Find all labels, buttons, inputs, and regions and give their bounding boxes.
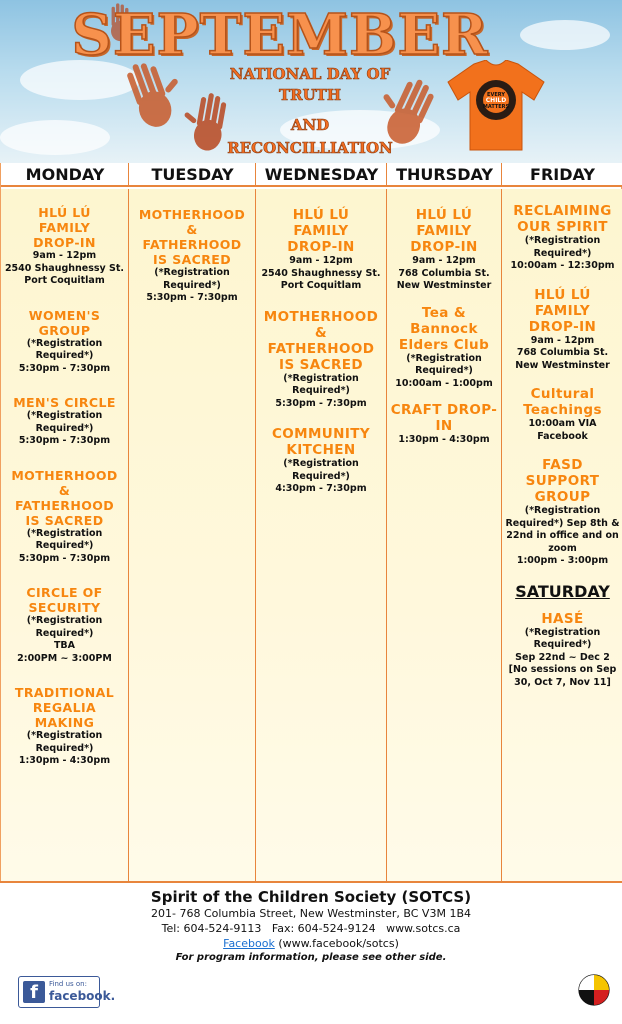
program-detail: zoom	[548, 542, 577, 554]
program-detail: (*Registration	[26, 527, 103, 539]
program-detail: Required*) Sep 8th &	[505, 517, 620, 529]
day-saturday: SATURDAY	[515, 581, 610, 601]
program-title: Tea & Bannock	[410, 304, 478, 337]
program-detail: 10:00am - 12:30pm	[510, 260, 615, 271]
subtitle-line: NATIONAL DAY OF	[229, 65, 391, 83]
program-detail: TBA	[53, 640, 76, 651]
program-entry	[502, 457, 622, 568]
program-detail: 1:30pm - 4:30pm	[18, 755, 111, 766]
program-entry	[256, 309, 386, 411]
program-detail: 2540 Shaughnessy St.	[4, 262, 125, 274]
program-title: HASÉ	[541, 610, 584, 627]
program-title: Elders Club	[398, 336, 490, 353]
program-entry	[1, 685, 128, 768]
program-title: FASD	[542, 457, 583, 473]
program-detail: (*Registration	[283, 458, 359, 469]
program-detail: 1:30pm - 4:30pm	[398, 434, 490, 445]
program-title: SUPPORT	[525, 473, 600, 489]
program-title: TRADITIONAL	[14, 685, 115, 700]
program-title: MOTHERHOOD	[138, 207, 246, 222]
program-title: HLÚ LÚ	[415, 207, 473, 223]
program-title: CRAFT DROP-	[390, 402, 498, 418]
program-detail: 9am - 12pm	[32, 250, 97, 261]
divider	[386, 163, 387, 187]
subtitle-line: TRUTH	[278, 86, 342, 104]
footer	[0, 881, 622, 1024]
program-title: HLÚ LÚ	[534, 286, 591, 303]
program-detail: Required*)	[35, 627, 94, 639]
program-title: GROUP	[534, 489, 591, 505]
program-title: MAKING	[34, 715, 95, 730]
program-title: DROP-IN	[287, 239, 355, 255]
program-entry	[502, 287, 622, 373]
month-title: SEPTEMBER	[71, 2, 489, 68]
program-detail: Required*)	[292, 385, 350, 396]
facebook-icon: f	[23, 981, 45, 1003]
program-title: Teachings	[523, 402, 602, 418]
program-detail: 4:30pm - 7:30pm	[275, 483, 367, 494]
header-banner	[0, 0, 622, 163]
program-title: KITCHEN	[286, 442, 356, 458]
subtitle-line: RECONCILLIATION	[227, 139, 393, 157]
program-detail: 1:00pm - 3:00pm	[516, 555, 609, 566]
program-title: FATHERHOOD	[267, 340, 375, 357]
program-detail: Required*)	[533, 247, 592, 259]
facebook-badge[interactable]	[18, 976, 116, 1008]
program-detail: 2:00PM ~ 3:00PM	[17, 652, 112, 664]
program-detail: 9am - 12pm	[412, 255, 476, 266]
program-detail: 5:30pm - 7:30pm	[275, 397, 367, 409]
program-detail: Required*)	[163, 279, 221, 291]
facebook-url: (www.facebook/sotcs)	[278, 937, 399, 950]
program-detail: Facebook	[537, 430, 588, 442]
program-detail: Required*)	[35, 742, 94, 754]
program-title: SECURITY	[28, 600, 101, 615]
program-detail: 22nd in office and on	[506, 530, 619, 541]
program-detail: 2540 Shaughnessy St.	[261, 267, 381, 279]
program-entry	[387, 402, 501, 447]
program-title: WOMEN'S	[28, 307, 101, 323]
program-title: &	[186, 222, 198, 237]
day-thursday: THURSDAY	[396, 165, 493, 184]
program-entry	[387, 207, 501, 293]
shirt-text: MATTERS	[482, 104, 510, 110]
program-title: OUR SPIRIT	[517, 219, 608, 235]
medicine-wheel-icon	[578, 974, 610, 1006]
facebook-badge-small-text: Find us on:	[49, 980, 87, 988]
program-detail: Port Coquitlam	[280, 280, 362, 291]
program-title: &	[314, 324, 328, 341]
program-entry	[256, 207, 386, 293]
program-entry	[502, 611, 622, 690]
facebook-line	[0, 936, 622, 951]
program-entry	[1, 308, 128, 376]
program-title: FAMILY	[534, 302, 591, 319]
subtitle-line: AND	[290, 116, 330, 134]
program-title: IS SACRED	[153, 252, 231, 267]
day-wednesday: WEDNESDAY	[264, 165, 379, 184]
program-entry	[502, 203, 622, 273]
program-detail: 30, Oct 7, Nov 11]	[514, 676, 611, 688]
program-detail: 5:30pm - 7:30pm	[18, 362, 111, 374]
program-detail: 10:00am VIA	[528, 418, 597, 429]
shirt-text: CHILD	[485, 97, 507, 104]
facebook-badge-text: facebook.	[49, 989, 116, 1003]
program-title: IS SACRED	[279, 356, 363, 373]
program-detail: (*Registration	[524, 235, 601, 246]
program-title: GROUP	[38, 322, 91, 338]
program-title: FATHERHOOD	[14, 497, 115, 513]
program-title: CIRCLE OF	[26, 585, 103, 600]
program-detail: Required*)	[292, 470, 350, 482]
program-entry	[387, 305, 501, 391]
program-detail: Required*)	[35, 422, 94, 434]
program-detail: 5:30pm - 7:30pm	[18, 435, 111, 446]
divider	[501, 163, 502, 187]
program-detail: [No sessions on Sep	[508, 664, 617, 675]
program-title: &	[58, 482, 71, 498]
program-entry	[256, 426, 386, 496]
program-detail: (*Registration	[26, 730, 103, 741]
program-detail: (*Registration	[524, 505, 601, 516]
program-detail: 9am - 12pm	[289, 255, 353, 266]
program-title: HLÚ LÚ	[292, 207, 350, 223]
program-detail: New Westminster	[515, 359, 610, 371]
program-detail: 5:30pm - 7:30pm	[18, 552, 111, 564]
program-title: FAMILY	[38, 220, 91, 235]
program-title: Cultural	[530, 386, 595, 402]
day-monday: MONDAY	[25, 165, 105, 184]
weekly-schedule	[0, 163, 622, 881]
monday-column	[1, 189, 129, 881]
program-title: FATHERHOOD	[142, 237, 242, 252]
program-title: DROP-IN	[528, 318, 597, 335]
shirt-text: EVERY	[487, 92, 505, 98]
program-title: RECLAIMING	[513, 203, 612, 219]
program-detail: (*Registration	[406, 352, 482, 364]
program-title: MOTHERHOOD	[263, 308, 379, 325]
program-detail: (*Registration	[283, 372, 359, 384]
program-note: For program information, please see other side.	[175, 952, 447, 963]
program-title: IN	[435, 418, 453, 434]
program-title: FAMILY	[416, 223, 472, 239]
program-title: IS SACRED	[25, 512, 104, 528]
program-detail: (*Registration	[524, 626, 601, 638]
program-detail: (*Registration	[26, 337, 103, 349]
program-detail: 5:30pm - 7:30pm	[146, 292, 238, 303]
day-tuesday: TUESDAY	[151, 165, 234, 184]
thursday-column	[387, 189, 502, 881]
wednesday-column	[256, 189, 387, 881]
friday-column	[502, 189, 622, 881]
program-detail: 10:00am - 1:00pm	[395, 377, 493, 389]
program-title: DROP-IN	[33, 235, 96, 250]
program-detail: Required*)	[35, 540, 94, 551]
program-title: MOTHERHOOD	[11, 467, 118, 483]
program-detail: 768 Columbia St.	[398, 267, 490, 279]
divider	[255, 163, 256, 187]
day-header-bar	[1, 163, 622, 187]
program-title: COMMUNITY	[271, 426, 371, 442]
program-detail: Port Coquitlam	[24, 275, 105, 286]
program-title: MEN'S CIRCLE	[13, 395, 116, 410]
program-entry	[1, 205, 128, 288]
program-detail: 9am - 12pm	[530, 334, 595, 346]
contact-line: Tel: 604-524-9113 Fax: 604-524-9124 www.sotcs.ca	[161, 922, 461, 935]
cloud	[0, 120, 110, 155]
program-detail: Required*)	[533, 639, 592, 650]
program-detail: Sep 22nd ~ Dec 2	[515, 651, 610, 663]
program-title: HLÚ LÚ	[38, 205, 91, 220]
program-title: DROP-IN	[410, 239, 478, 255]
program-entry	[129, 207, 255, 305]
program-entry	[1, 468, 128, 566]
tuesday-column	[129, 189, 256, 881]
divider	[128, 163, 129, 187]
program-detail: (*Registration	[154, 267, 230, 278]
program-detail: New Westminster	[396, 280, 492, 291]
program-title: REGALIA	[32, 700, 97, 715]
organization-name: Spirit of the Children Society (SOTCS)	[150, 888, 472, 906]
program-entry	[502, 386, 622, 443]
program-detail: Required*)	[35, 350, 94, 361]
address: 201- 768 Columbia Street, New Westminster, BC V3M 1B4	[151, 907, 471, 920]
program-title: FAMILY	[293, 223, 349, 239]
orange-shirt-icon	[446, 60, 546, 152]
program-entry	[1, 585, 128, 665]
program-detail: Required*)	[415, 365, 473, 376]
program-detail: (*Registration	[26, 410, 103, 421]
facebook-link[interactable]: Facebook	[223, 937, 275, 950]
program-detail: 768 Columbia St.	[516, 347, 609, 358]
program-detail: (*Registration	[26, 615, 103, 626]
program-entry	[1, 395, 128, 448]
day-friday: FRIDAY	[530, 165, 595, 184]
